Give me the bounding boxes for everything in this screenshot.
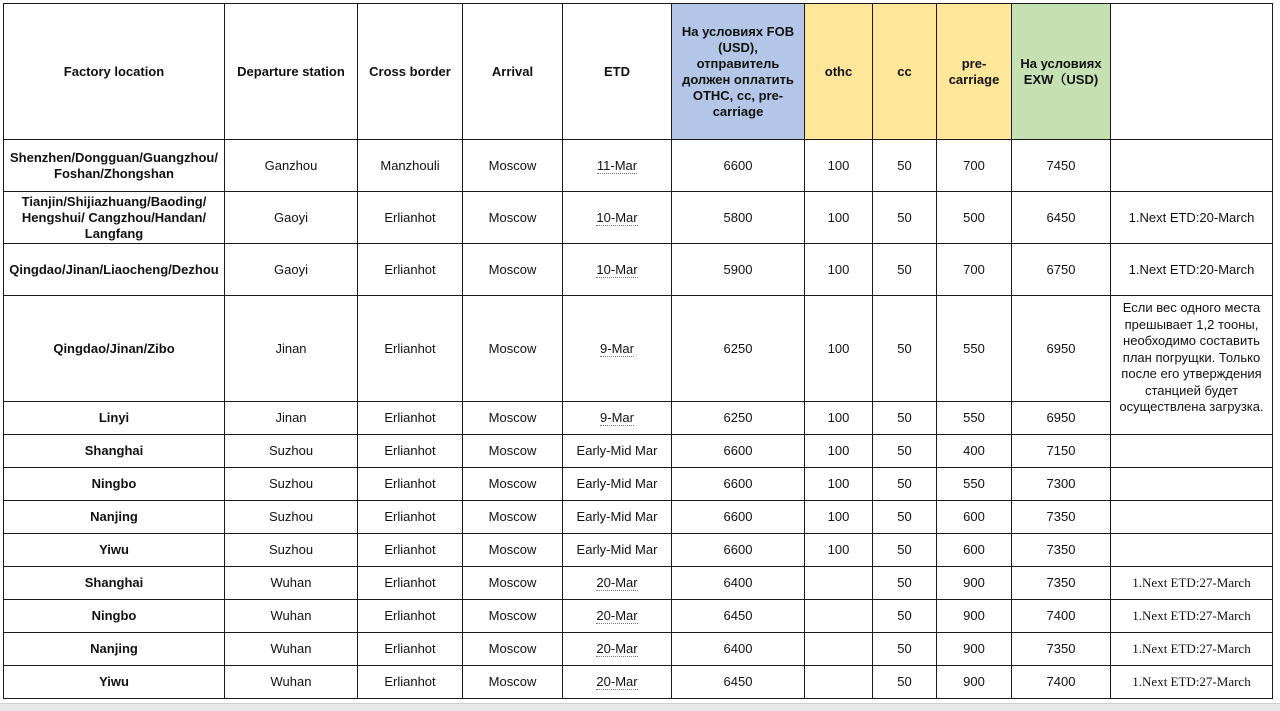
cell-exw-price: 7350 [1012,501,1111,534]
cell-exw-price: 7350 [1012,567,1111,600]
cell-exw-price: 7400 [1012,666,1111,699]
table-row [4,501,1273,534]
rate-sheet [3,3,1273,699]
cell-cross-border: Erlianhot [358,296,463,402]
cell-othc [805,666,873,699]
cell-departure-station: Gaoyi [225,192,358,244]
cell-cc: 50 [873,192,937,244]
etd-date: 20-Mar [596,608,638,623]
cell-etd: Early-Mid Mar [563,468,672,501]
cell-othc [805,633,873,666]
cell-etd [563,666,672,699]
cell-othc [805,567,873,600]
cell-pre-carriage: 900 [937,600,1012,633]
cell-pre-carriage: 550 [937,402,1012,435]
cell-departure-station: Suzhou [225,534,358,567]
cell-note: 1.Next ETD:27-March [1111,600,1273,633]
table-row [4,633,1273,666]
etd-date: 9-Mar [600,410,634,425]
cell-fob-price: 6450 [672,666,805,699]
cell-exw-price: 7150 [1012,435,1111,468]
cell-cross-border: Erlianhot [358,600,463,633]
table-row [4,192,1273,244]
cell-departure-station: Wuhan [225,600,358,633]
cell-pre-carriage: 550 [937,468,1012,501]
cell-othc: 100 [805,402,873,435]
cell-factory-location: Nanjing [4,633,225,666]
cell-fob-price: 6600 [672,140,805,192]
cell-arrival: Moscow [463,633,563,666]
cell-fob-price: 6250 [672,296,805,402]
table-row [4,567,1273,600]
cell-exw-price: 7350 [1012,534,1111,567]
cell-factory-location: Nanjing [4,501,225,534]
cell-exw-price: 7300 [1012,468,1111,501]
cell-factory-location: Ningbo [4,600,225,633]
header-cross-border: Cross border [358,4,463,140]
cell-pre-carriage: 600 [937,534,1012,567]
table-row [4,534,1273,567]
cell-arrival: Moscow [463,296,563,402]
cell-othc [805,600,873,633]
header-fob-price: На условиях FOB (USD), отправитель должен оплатить OTHC, cc, pre-carriage [672,4,805,140]
cell-cc: 50 [873,534,937,567]
cell-pre-carriage: 700 [937,244,1012,296]
etd-date: 20-Mar [596,575,638,590]
cell-cc: 50 [873,567,937,600]
cell-cc: 50 [873,435,937,468]
cell-factory-location: Qingdao/Jinan/Liaocheng/Dezhou [4,244,225,296]
cell-cross-border: Erlianhot [358,501,463,534]
cell-othc: 100 [805,468,873,501]
etd-date: 9-Mar [600,340,634,356]
cell-cc: 50 [873,666,937,699]
cell-departure-station: Suzhou [225,501,358,534]
cell-fob-price: 5800 [672,192,805,244]
cell-etd [563,140,672,192]
cell-cc: 50 [873,244,937,296]
cell-etd [563,296,672,402]
cell-othc: 100 [805,296,873,402]
header-etd: ETD [563,4,672,140]
header-cc: cc [873,4,937,140]
cell-fob-price: 6600 [672,435,805,468]
cell-departure-station: Wuhan [225,633,358,666]
cell-othc: 100 [805,501,873,534]
header-othc: othc [805,4,873,140]
cell-arrival: Moscow [463,140,563,192]
table-row [4,600,1273,633]
cell-factory-location: Shenzhen/Dongguan/Guangzhou/ Foshan/Zhongshan [4,140,225,192]
cell-factory-location: Shanghai [4,567,225,600]
header-row [4,4,1273,140]
cell-departure-station: Gaoyi [225,244,358,296]
cell-note [1111,140,1273,192]
cell-etd [563,402,672,435]
cell-exw-price: 7350 [1012,633,1111,666]
etd-date: 20-Mar [596,674,638,689]
table-row [4,435,1273,468]
cell-departure-station: Wuhan [225,666,358,699]
cell-arrival: Moscow [463,402,563,435]
cell-exw-price: 7450 [1012,140,1111,192]
etd-date: 10-Mar [596,261,638,277]
cell-etd [563,633,672,666]
cell-departure-station: Jinan [225,402,358,435]
cell-fob-price: 6450 [672,600,805,633]
cell-arrival: Moscow [463,244,563,296]
cell-departure-station: Suzhou [225,435,358,468]
cell-etd [563,567,672,600]
cell-cross-border: Erlianhot [358,567,463,600]
header-exw-price: На условиях EXW（USD) [1012,4,1111,140]
cell-note: 1.Next ETD:27-March [1111,633,1273,666]
table-row [4,666,1273,699]
cell-departure-station: Suzhou [225,468,358,501]
header-arrival: Arrival [463,4,563,140]
cell-etd [563,244,672,296]
cell-othc: 100 [805,192,873,244]
table-row [4,402,1273,435]
cell-cross-border: Erlianhot [358,666,463,699]
cell-exw-price: 6450 [1012,192,1111,244]
cell-note [1111,501,1273,534]
cell-factory-location: Tianjin/Shijiazhuang/Baoding/ Hengshui/ Cangzhou/Handan/ Langfang [4,192,225,244]
cell-cc: 50 [873,633,937,666]
cell-cc: 50 [873,402,937,435]
cell-exw-price: 7400 [1012,600,1111,633]
cell-departure-station: Wuhan [225,567,358,600]
table-row [4,296,1273,402]
table-row [4,140,1273,192]
cell-factory-location: Qingdao/Jinan/Zibo [4,296,225,402]
header-factory-location: Factory location [4,4,225,140]
cell-factory-location: Yiwu [4,534,225,567]
cell-cross-border: Erlianhot [358,633,463,666]
cell-note [1111,435,1273,468]
cell-fob-price: 6600 [672,501,805,534]
cell-note: 1.Next ETD:20-March [1111,244,1273,296]
cell-departure-station: Jinan [225,296,358,402]
cell-arrival: Moscow [463,435,563,468]
cell-factory-location: Shanghai [4,435,225,468]
cell-etd: Early-Mid Mar [563,534,672,567]
cell-etd: Early-Mid Mar [563,501,672,534]
cell-factory-location: Ningbo [4,468,225,501]
cell-pre-carriage: 900 [937,666,1012,699]
cell-pre-carriage: 400 [937,435,1012,468]
cell-arrival: Moscow [463,501,563,534]
cell-note-weight-warning: Если вес одного места прешывает 1,2 тооны, необходимо составить план погрущки. Только после его утверждения станцией будет осуществлена загрузка. [1111,296,1273,435]
cell-cc: 50 [873,468,937,501]
cell-cross-border: Erlianhot [358,435,463,468]
rates-table [3,3,1273,699]
cell-etd: Early-Mid Mar [563,435,672,468]
cell-fob-price: 6400 [672,633,805,666]
cell-etd [563,192,672,244]
cell-note: 1.Next ETD:20-March [1111,192,1273,244]
table-row [4,468,1273,501]
cell-note [1111,534,1273,567]
cell-departure-station: Ganzhou [225,140,358,192]
cell-othc: 100 [805,435,873,468]
cell-arrival: Moscow [463,567,563,600]
cell-othc: 100 [805,244,873,296]
cell-arrival: Moscow [463,534,563,567]
etd-date: 11-Mar [596,157,638,173]
header-departure-station: Departure station [225,4,358,140]
etd-date: 20-Mar [596,641,638,656]
cell-pre-carriage: 600 [937,501,1012,534]
cell-pre-carriage: 700 [937,140,1012,192]
cell-etd [563,600,672,633]
cell-arrival: Moscow [463,666,563,699]
cell-exw-price: 6950 [1012,296,1111,402]
cell-othc: 100 [805,140,873,192]
cell-othc: 100 [805,534,873,567]
cell-cross-border: Erlianhot [358,402,463,435]
cell-fob-price: 6600 [672,468,805,501]
cell-exw-price: 6750 [1012,244,1111,296]
cell-factory-location: Linyi [4,402,225,435]
cell-pre-carriage: 900 [937,633,1012,666]
cell-exw-price: 6950 [1012,402,1111,435]
cell-cross-border: Manzhouli [358,140,463,192]
cell-arrival: Moscow [463,468,563,501]
cell-arrival: Moscow [463,192,563,244]
cell-cc: 50 [873,140,937,192]
cell-fob-price: 5900 [672,244,805,296]
cell-cc: 50 [873,501,937,534]
cell-note: 1.Next ETD:27-March [1111,666,1273,699]
table-row [4,244,1273,296]
cell-cross-border: Erlianhot [358,244,463,296]
cell-fob-price: 6400 [672,567,805,600]
cell-pre-carriage: 900 [937,567,1012,600]
cell-cross-border: Erlianhot [358,192,463,244]
cell-fob-price: 6600 [672,534,805,567]
cell-note: 1.Next ETD:27-March [1111,567,1273,600]
cell-pre-carriage: 500 [937,192,1012,244]
cell-cc: 50 [873,600,937,633]
cell-note [1111,468,1273,501]
header-pre-carriage: pre-carriage [937,4,1012,140]
cell-factory-location: Yiwu [4,666,225,699]
etd-date: 10-Mar [596,209,638,225]
cell-cross-border: Erlianhot [358,534,463,567]
cell-cc: 50 [873,296,937,402]
cell-pre-carriage: 550 [937,296,1012,402]
header-notes [1111,4,1273,140]
cell-arrival: Moscow [463,600,563,633]
cell-fob-price: 6250 [672,402,805,435]
cell-cross-border: Erlianhot [358,468,463,501]
